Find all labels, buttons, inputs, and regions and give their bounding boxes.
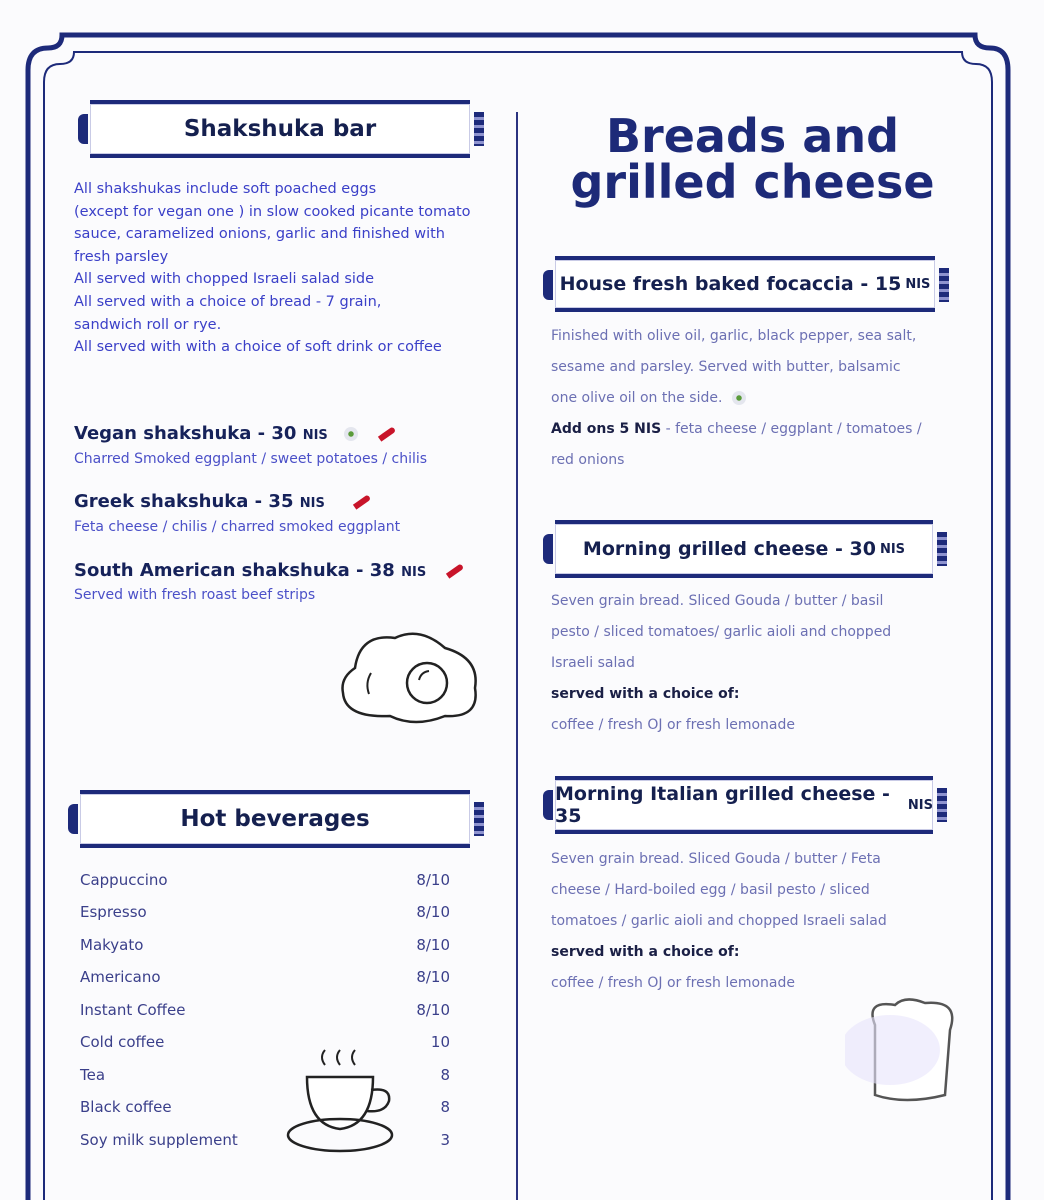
chili-pepper-icon	[353, 494, 371, 509]
intro-line: sauce, caramelized onions, garlic and finished with	[74, 226, 445, 243]
addons-text: - feta cheese / eggplant / tomatoes /	[661, 421, 922, 437]
intro-line: All served with chopped Israeli salad side	[74, 271, 375, 288]
currency: NIS	[879, 541, 906, 557]
intro-line: All shakshukas include soft poached eggs	[74, 181, 377, 197]
beverage-row	[80, 903, 450, 921]
intro-line: (except for vegan one ) in slow cooked picante tomato	[74, 203, 471, 220]
italian-grilled-cheese-banner	[555, 776, 933, 834]
breads-section-title	[560, 109, 945, 209]
shakshuka-bar-title: Shakshuka bar	[183, 116, 377, 142]
currency: NIS	[299, 496, 325, 511]
beverage-name: Tea	[80, 1066, 106, 1084]
beverage-row	[80, 871, 450, 889]
focaccia-description	[551, 321, 981, 476]
item-name: Morning Italian grilled cheese - 35	[555, 783, 890, 827]
beverage-price: 3	[440, 1131, 450, 1149]
currency: NIS	[302, 428, 328, 443]
dish-name: South American shakshuka - 38	[74, 560, 395, 581]
addons-label: Add ons 5 NIS	[551, 421, 662, 437]
beverage-price: 8/10	[416, 1001, 450, 1019]
toast-icon	[845, 995, 970, 1115]
italian-grilled-cheese-description	[551, 844, 981, 999]
desc-line: pesto / sliced tomatoes/ garlic aioli and chopped	[551, 624, 892, 640]
intro-line: All served with with a choice of soft drink or coffee	[74, 339, 442, 356]
beverage-name: Makyato	[80, 936, 144, 954]
intro-line: sandwich roll or rye.	[74, 316, 222, 333]
intro-line: fresh parsley	[74, 248, 169, 265]
item-name: Morning grilled cheese - 30	[582, 538, 876, 560]
vegan-flower-icon	[732, 391, 746, 405]
chili-pepper-icon	[378, 426, 396, 441]
choice-label: served with a choice of:	[551, 686, 740, 702]
dish-name: Vegan shakshuka - 30	[74, 423, 297, 444]
shakshuka-bar-banner	[90, 100, 470, 158]
beverage-price: 8	[440, 1098, 450, 1116]
dish-description: Served with fresh roast beef strips	[74, 587, 316, 603]
beverage-name: Cappuccino	[80, 871, 168, 889]
beverage-name: Espresso	[80, 903, 147, 921]
item-name: House fresh baked focaccia - 15	[559, 273, 902, 295]
beverage-row	[80, 968, 450, 986]
dish-description: Charred Smoked eggplant / sweet potatoes / chilis	[74, 451, 428, 467]
dish-south-american-shakshuka	[74, 560, 464, 581]
desc-line: tomatoes / garlic aioli and chopped Israeli salad	[551, 913, 887, 929]
beverage-price: 8	[440, 1066, 450, 1084]
morning-grilled-cheese-banner	[555, 520, 933, 578]
choice-label: served with a choice of:	[551, 944, 740, 960]
currency: NIS	[905, 276, 931, 292]
shakshuka-intro	[74, 178, 504, 359]
beverage-name: Instant Coffee	[80, 1001, 186, 1019]
dish-description: Feta cheese / chilis / charred smoked eggplant	[74, 519, 401, 535]
hot-beverages-title: Hot beverages	[180, 806, 370, 832]
title-line: grilled cheese	[570, 155, 935, 209]
currency: NIS	[401, 565, 427, 580]
desc-line: red onions	[551, 452, 625, 468]
desc-line: Finished with olive oil, garlic, black pepper, sea salt,	[551, 328, 917, 344]
beverage-name: Black coffee	[80, 1098, 172, 1116]
coffee-cup-icon	[285, 1045, 400, 1160]
fried-egg-icon	[335, 628, 485, 728]
beverage-price: 8/10	[416, 936, 450, 954]
desc-line: one olive oil on the side.	[551, 390, 723, 406]
beverage-name: Cold coffee	[80, 1033, 165, 1051]
desc-line: Seven grain bread. Sliced Gouda / butter / Feta	[551, 851, 881, 867]
intro-line: All served with a choice of bread - 7 grain,	[74, 293, 382, 310]
vegan-flower-icon	[344, 427, 358, 441]
chili-pepper-icon	[446, 563, 464, 578]
morning-grilled-cheese-description	[551, 586, 981, 741]
title-line: Breads and	[605, 109, 900, 163]
dish-greek-shakshuka	[74, 491, 371, 512]
beverage-row	[80, 936, 450, 954]
beverage-price: 10	[430, 1033, 450, 1051]
focaccia-banner	[555, 256, 935, 312]
beverage-price: 8/10	[416, 968, 450, 986]
dish-vegan-shakshuka	[74, 423, 396, 444]
beverage-name: Soy milk supplement	[80, 1131, 238, 1149]
desc-line: sesame and parsley. Served with butter, balsamic	[551, 359, 901, 375]
currency: NIS	[907, 797, 933, 813]
desc-line: Israeli salad	[551, 655, 635, 671]
desc-line: Seven grain bread. Sliced Gouda / butter / basil	[551, 593, 884, 609]
beverage-row	[80, 1001, 450, 1019]
beverage-price: 8/10	[416, 903, 450, 921]
beverage-name: Americano	[80, 968, 161, 986]
choice-text: coffee / fresh OJ or fresh lemonade	[551, 975, 795, 991]
choice-text: coffee / fresh OJ or fresh lemonade	[551, 717, 795, 733]
dish-name: Greek shakshuka - 35	[74, 491, 294, 512]
beverage-price: 8/10	[416, 871, 450, 889]
hot-beverages-banner	[80, 790, 470, 848]
desc-line: cheese / Hard-boiled egg / basil pesto / sliced	[551, 882, 870, 898]
